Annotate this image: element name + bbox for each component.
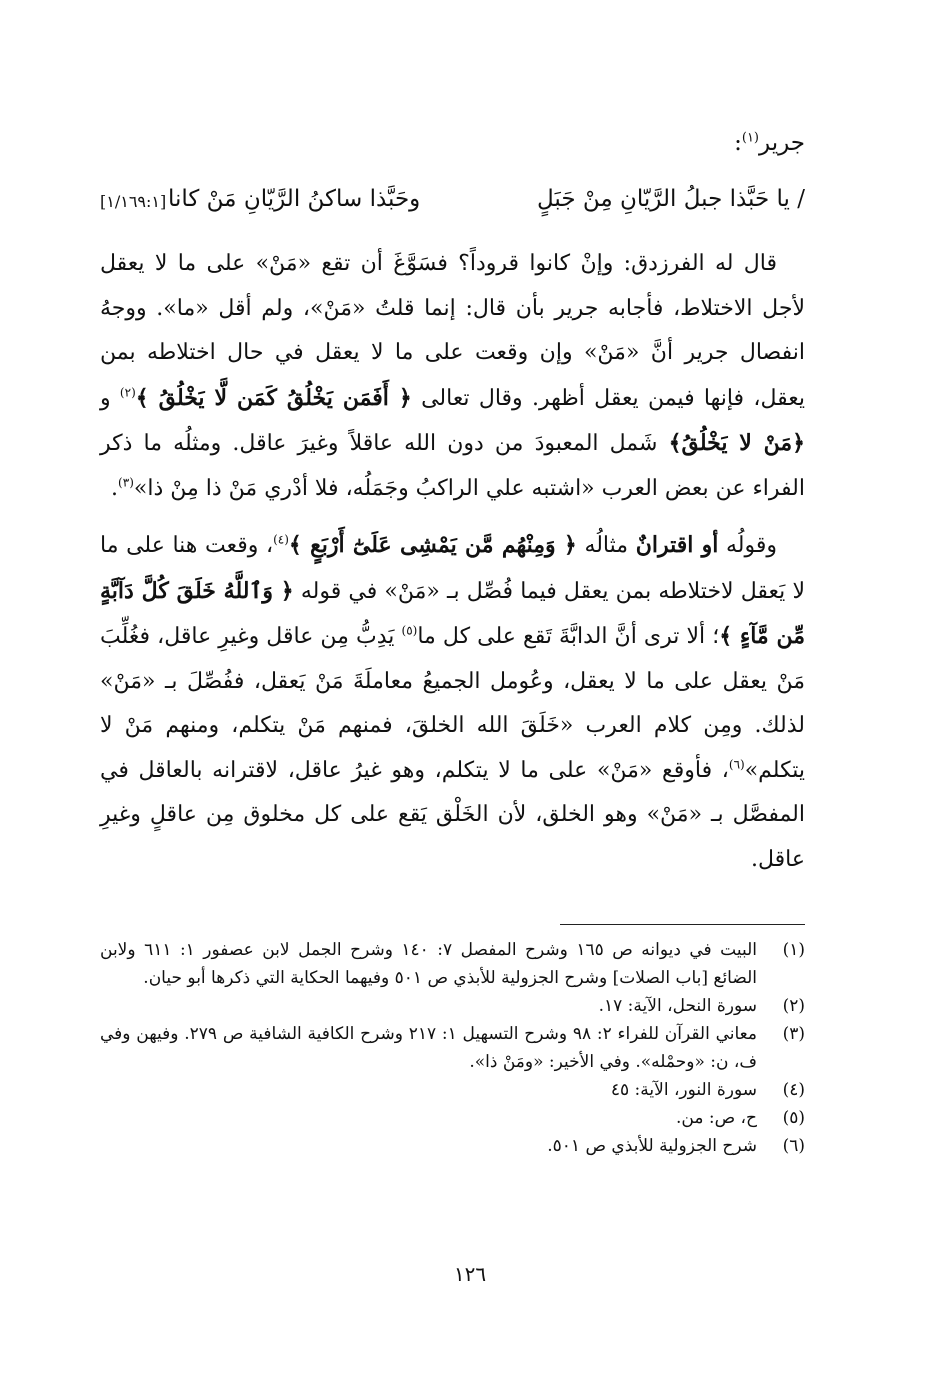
- footnote-text: سورة النور، الآية: ٤٥: [610, 1080, 757, 1100]
- footnote: [100, 992, 805, 1020]
- footnote-text: البيت في ديوانه ص ١٦٥ وشرح المفصل ٧: ١٤٠ وشرح الجمل لابن عصفور ١: ٦١١ ولابن الضائع [باب الصلات] وشرح الجزولية للأبذي ص ٥٠١ وفيهما الحكاية التي ذكرها أبو حيان.: [100, 940, 757, 988]
- text-run: ، فأوقع «مَنْ» على ما لا يتكلم، وهو غيرُ عاقل، لاقترانه بالعاقل في المفصَّل بـ «مَنْ» وهو الخلق، لأن الخَلْق يَقع على كل مخلوق مِن عاقلٍ وغيرِ عاقل.: [100, 757, 805, 872]
- text-run: ؛ ألا ترى أنَّ الدابَّةَ تَقع على كل ما: [417, 624, 720, 649]
- footnote-text: شرح الجزولية للأبذي ص ٥٠١.: [547, 1136, 757, 1156]
- quran-quote: ﴿ وَٱللَّهُ خَلَقَ كُلَّ دَآبَّةٍ مِّن مَّآءٍ ﴾: [100, 577, 805, 649]
- footnote-ref: (٢): [119, 385, 136, 400]
- paragraph: [100, 523, 805, 882]
- footnote-text: معاني القرآن للفراء ٢: ٩٨ وشرح التسهيل ١: ٢١٧ وشرح الكافية الشافية ص ٢٧٩. وفيهن وفي ف، ن: «وحمْله». وفي الأخير: «ومَنْ ذا».: [100, 1024, 757, 1072]
- footnote-ref: (١): [741, 130, 759, 146]
- footnote-text: ح، ص: من.: [676, 1108, 757, 1128]
- quran-quote: ﴿مَنْ لا يَخْلُقُ﴾: [668, 430, 805, 456]
- page-number: ١٢٦: [453, 1262, 487, 1286]
- main-text: [100, 242, 805, 882]
- text-run: وقولُه: [718, 533, 777, 558]
- footnote-number: (٤): [782, 1080, 805, 1100]
- verse-first-hemistich: / يا حَبَّذا جبلُ الرَّيّانِ مِنْ جَبَلٍ: [536, 186, 805, 212]
- quran-quote: ﴿ وَمِنْهُم مَّن يَمْشِى عَلَىٰٓ أَرْبَعٍ ﴾: [288, 532, 577, 558]
- footnote-number: (٦): [782, 1136, 805, 1156]
- text-run: و: [100, 385, 120, 411]
- verse-second-hemistich: وحَبَّذا ساكنُ الرَّيّانِ مَنْ كانا: [168, 186, 421, 212]
- footnote: [100, 1020, 805, 1076]
- footnote-ref: (٥): [401, 623, 418, 638]
- footnote: [100, 1132, 805, 1160]
- text-run: شَمل المعبودَ من دون الله عاقلاً وغيرَ عاقل. ومثلُه ما ذكر الفراء عن بعض العرب «اشتبه علي الراكبُ وجَمَلُه، فلا أدْري مَنْ ذا مِنْ ذا»: [100, 431, 805, 501]
- text-run: قال له الفرزدق: وإنْ كانوا قروداً؟ فسَوَّغَ أن تقع «مَنْ» على ما لا يعقل لأجل الاختلاط، فأجابه جرير بأن قال: إنما قلتُ «مَنْ»، ولم أقل «ما». ووجهُ انفصال جرير أنَّ «مَنْ» وإن وقعت على ما لا يعقل في حال اختلاطه بمن يعقل، فإنها فيمن يعقل أظهر. وقال تعالى: [100, 251, 805, 411]
- verse-line: [100, 186, 805, 232]
- poet-name: جرير: [759, 130, 805, 156]
- poet-intro: [734, 130, 805, 156]
- footnotes: [100, 936, 805, 1160]
- footnote: [100, 1076, 805, 1104]
- footnote-number: (١): [782, 940, 805, 960]
- footnote-separator: [560, 924, 805, 925]
- footnote-ref: (٦): [728, 757, 745, 772]
- text-run: ، وقعت هنا على ما لا يَعقل لاختلاطه بمن يعقل فيما فُصِّل بـ «مَنْ» في قوله: [100, 533, 805, 604]
- quran-quote: أو اقترانٌ: [635, 532, 719, 558]
- footnote: [100, 1104, 805, 1132]
- text-run: .: [111, 475, 119, 501]
- footnote: [100, 936, 805, 992]
- footnote-number: (٢): [782, 996, 805, 1016]
- paragraph: [100, 242, 805, 511]
- footnote-number: (٣): [782, 1024, 805, 1044]
- quran-quote: ﴿ أَفَمَن يَخْلُقُ كَمَن لَّا يَخْلُقُ ﴾: [135, 384, 412, 411]
- footnote-text: سورة النحل، الآية: ١٧.: [598, 996, 757, 1016]
- text-run: مثالُه: [576, 533, 636, 558]
- intro-colon: :: [734, 130, 742, 156]
- footnote-number: (٥): [782, 1108, 805, 1128]
- footnote-ref: (٤): [273, 532, 289, 547]
- manuscript-folio-marker: [١/١٦٩:١]: [100, 192, 167, 211]
- text-run: يَدِبُّ مِن عاقل وغيرِ عاقل، فغُلِّبَ مَنْ يعقل على ما لا يعقل، وعُومل الجميعُ معاملَةَ مَنْ يَعقل، ففُصِّلَ بـ «مَنْ» لذلك. ومِن كلام العرب «خَلَقَ الله الخلقَ، فمنهم مَنْ يتكلم، ومنهم مَنْ لا يتكلم»: [100, 624, 806, 783]
- footnote-ref: (٣): [118, 475, 134, 490]
